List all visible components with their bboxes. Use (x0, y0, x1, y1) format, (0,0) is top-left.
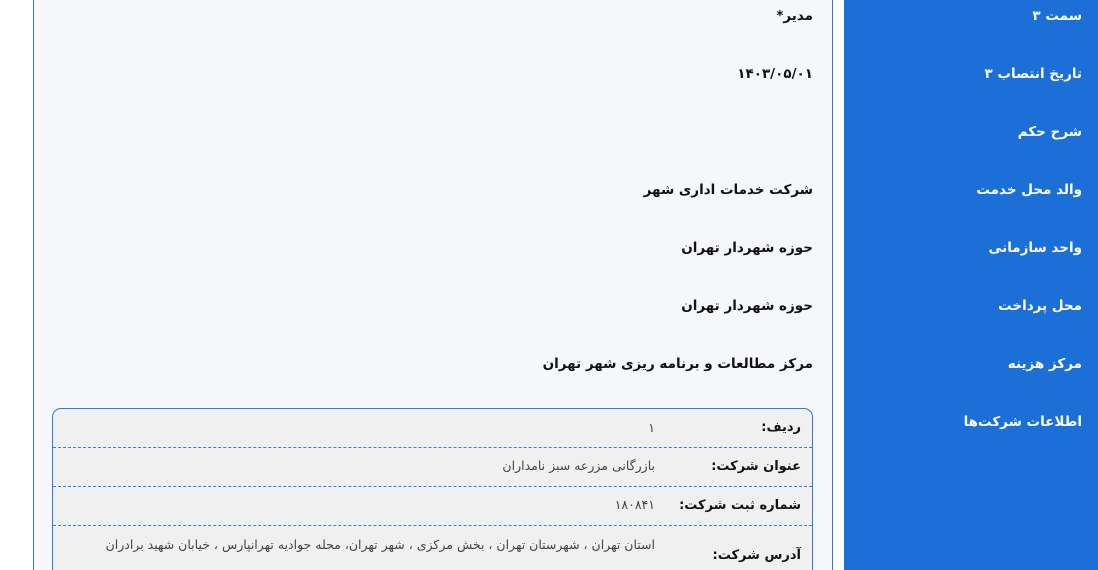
company-title-value: بازرگانی مزرعه سبز نامداران (502, 458, 655, 473)
label-service-parent: والد محل خدمت (976, 182, 1082, 198)
company-reg-value: ۱۸۰۸۴۱ (614, 497, 655, 512)
value-payment-place: حوزه شهردار تهران (681, 298, 813, 314)
field-values-panel (33, 0, 833, 570)
field-labels-sidebar (844, 0, 1098, 570)
value-service-parent: شرکت خدمات اداری شهر (643, 182, 813, 198)
row-index-label: ردیف: (761, 420, 801, 435)
company-reg-label: شماره ثبت شرکت: (679, 498, 801, 513)
label-payment-place: محل پرداخت (998, 298, 1082, 314)
value-appointment-date3: ۱۴۰۳/۰۵/۰۱ (737, 66, 813, 82)
company-row-index (53, 409, 812, 448)
label-companies-info: اطلاعات شرکت‌ها (963, 414, 1082, 430)
company-title-label: عنوان شرکت: (711, 459, 801, 474)
value-org-unit: حوزه شهردار تهران (681, 240, 813, 256)
company-address-value: استان تهران ، شهرستان تهران ، بخش مرکزی ، شهر تهران، محله جوادیه تهرانپارس ، خیابان شهید برادران (105, 537, 655, 552)
label-org-unit: واحد سازمانی (988, 240, 1082, 256)
company-row-title (53, 448, 812, 487)
label-position3: سمت ۳ (1032, 8, 1082, 24)
value-cost-center: مرکز مطالعات و برنامه ریزی شهر تهران (542, 356, 813, 372)
company-info-card (52, 408, 813, 570)
label-appointment-date3: تاریخ انتصاب ۳ (984, 66, 1082, 82)
label-cost-center: مرکز هزینه (1007, 356, 1082, 372)
company-row-registration (53, 487, 812, 526)
company-row-address (53, 526, 812, 570)
label-ruling-description: شرح حکم (1017, 124, 1082, 140)
row-index-value: ۱ (648, 420, 655, 435)
company-address-label: آدرس شرکت: (712, 548, 801, 563)
value-position3: مدیر* (776, 8, 813, 24)
